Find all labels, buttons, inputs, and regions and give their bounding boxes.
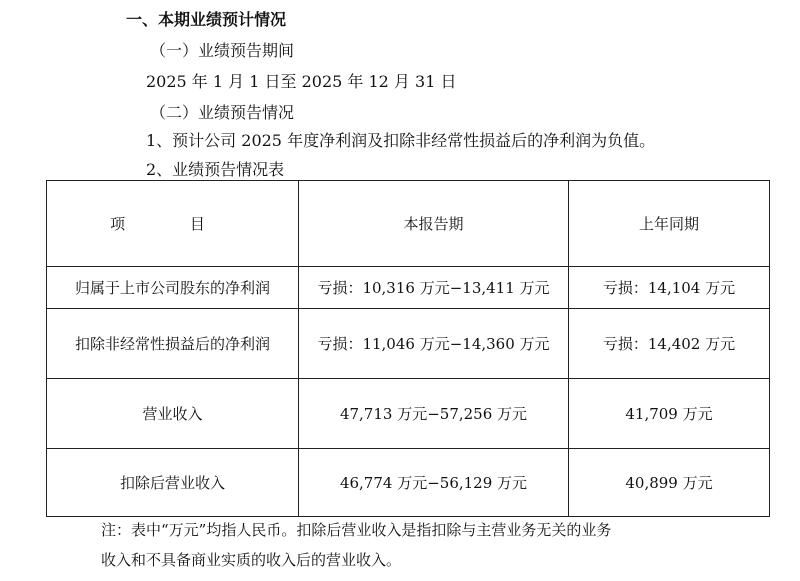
- current-period-value: 亏损：10,316 万元−13,411 万元: [299, 267, 569, 309]
- table-header-row: [47, 181, 770, 267]
- subsection-heading-period: （一）业绩预告期间: [150, 41, 295, 60]
- prior-period-value: 40,899 万元: [569, 449, 770, 517]
- forecast-item-2: 2、业绩预告情况表: [146, 160, 285, 179]
- row-label: 营业收入: [47, 379, 299, 449]
- table-row: [47, 379, 770, 449]
- prior-period-value: 41,709 万元: [569, 379, 770, 449]
- subsection-heading-forecast: （二）业绩预告情况: [150, 103, 295, 122]
- prior-period-value: 亏损：14,104 万元: [569, 267, 770, 309]
- current-period-value: 46,774 万元−56,129 万元: [299, 449, 569, 517]
- forecast-item-1: 1、预计公司 2025 年度净利润及扣除非经常性损益后的净利润为负值。: [146, 131, 656, 150]
- forecast-table: [46, 180, 770, 517]
- current-period-value: 47,713 万元−57,256 万元: [299, 379, 569, 449]
- row-label: 归属于上市公司股东的净利润: [47, 267, 299, 309]
- header-item: 项 目: [47, 181, 299, 267]
- forecast-period-text: 2025 年 1 月 1 日至 2025 年 12 月 31 日: [146, 72, 457, 91]
- table-row: [47, 267, 770, 309]
- header-prior-period: 上年同期: [569, 181, 770, 267]
- row-label: 扣除后营业收入: [47, 449, 299, 517]
- header-current-period: 本报告期: [299, 181, 569, 267]
- prior-period-value: 亏损：14,402 万元: [569, 309, 770, 379]
- table-note-line-2: 收入和不具备商业实质的收入后的营业收入。: [101, 551, 402, 569]
- table-row: [47, 449, 770, 517]
- table-note-line-1: 注：表中“万元”均指人民币。扣除后营业收入是指扣除与主营业务无关的业务: [101, 521, 612, 539]
- current-period-value: 亏损：11,046 万元−14,360 万元: [299, 309, 569, 379]
- row-label: 扣除非经常性损益后的净利润: [47, 309, 299, 379]
- table-row: [47, 309, 770, 379]
- section-heading: 一、本期业绩预计情况: [126, 10, 287, 29]
